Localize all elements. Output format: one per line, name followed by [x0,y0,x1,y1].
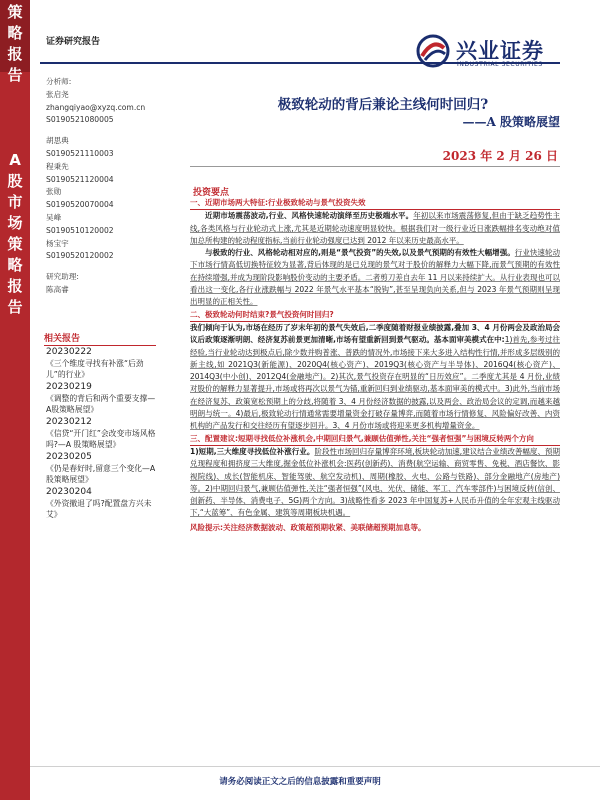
doc-type-label: 证券研究报告 [46,37,101,47]
paragraph-3-sublead: 基本面审美模式在中: [433,335,505,345]
related-report-title: 《外资撤退了吗?配置盘方兴未艾》 [46,499,152,519]
paragraph-2-lead: 与极致的行业、风格轮动相对应的,则是“景气投资”的失效,以及景气预期的有效性大幅增强。 [205,248,515,258]
related-report-item[interactable] [46,487,158,520]
logo-name-en: INDUSTRIAL SECURITIES [457,61,543,68]
analyst-email[interactable]: zhangqiyao@xyzq.com.cn [46,102,146,112]
paragraph-4-lead: 1)短期,三大维度寻找低位补涨行业。 [190,446,315,456]
related-report-item[interactable] [46,382,158,415]
paragraph-4-text: 阶段性市场回归存量博弈环境,板块轮动加速,建议结合业绩改善幅度、预期兑现程度和拥挤度三大维度,掘金低位补涨机会:医药(创新药)、消费(航空运输、商贸零售、免税、酒店餐饮、影视院线)、成长(智能机床、智能驾驶、航空发动机)、周期(橡胶、火电、公路与铁路)、部分金融地产(房地产)等。2)中期回归景气,兼顾估值弹性,关注“强者恒强”(风电、光伏、储能、军工、汽车零部件)与困境反转(信创、创新药、半导体、消费电子、5G)两个方向。3)战略性看多 2023 年中国复苏+人民币升值的全年宏观主线驱动下,“大蓝筹”、有色金属、建筑等周期板块机遇。 [190,446,560,518]
paragraph-3-text: 1)首先,参考过往经验,当行业轮动达到极点后,除少数并购普涨、普跌的情况外,市场接下来大多进入结构性行情,并形成多层级别的新主线,如 2021Q3(新能源)、2020Q4(核心资产)、2019Q3(核心资产与半导体)、2016Q4(核心资产)、2014Q3(中小创)、2012Q4(金融地产)。2)其次,景气投资存在明显的“日历效应”。二季度尤其是 4 月份,业绩对股价的解释力显著提升,市场或将再次以景气为锚,重新回归到业绩驱动,基本面审美的模式中。3)此外,当前市场在经济复苏、政策宽松预期上的分歧,将随着 3、4 月份经济数据的披露,以及两会、政治局会议的定调,而越来越明朗与统一。4)最后,极致轮动行情通常需要增量资金打破存量博弈,而随着市场行情修复、风险偏好改善、内资机构的产品发行和交往经历有望逐步回升。3、4 月份市场或将迎来更多机构增量资金。 [190,335,560,431]
report-body [190,197,560,745]
side-strip [0,0,30,800]
risk-warning: 风险提示:关注经济数据波动、政策超预期收紧、美联储超预期加息等。 [190,522,426,532]
related-report-title: 《信贷“开门红”会改变市场风格吗?—A 股策略展望》 [46,429,156,449]
analyst-name: 吴峰 [46,212,62,222]
related-report-item[interactable] [46,347,158,380]
related-report-date: 20230205 [46,452,92,462]
side-label-mid: A 股 市 场 策 略 报 告 [7,151,23,316]
paragraph-3-lead: 我们倾向于认为,市场在经历了岁末年初的景气失效后,二季度随着财报业绩披露,叠加 3、4 月份两会及政治局会议后政策逐渐明朗、经济复苏前景更加清晰,市场有望重新回到景气驱动。 [190,322,560,345]
analyst-name: 张启尧 [46,89,69,99]
side-label-top: 策 略 报 告 [7,3,23,84]
related-report-item[interactable] [46,417,158,450]
paragraph-1-text: 年初以来市场震荡修复,但由于缺乏趋势性主线,各类风格与行业轮动式上涨,尤其是近期轮动速度明显较快。根据我们对一级行业近日涨跌幅排名变动绝对值加总所构建的轮动程度指标,当前行业轮动强度已达到 2012 年以来历史最高水平。 [190,211,560,245]
title-divider [190,166,560,167]
related-report-title: 《三个维度寻找有补涨“后劲儿”的行业》 [46,359,144,379]
assistant-name: 陈高睿 [46,284,69,294]
related-report-date: 20230204 [46,487,92,497]
analyst-name: 程秉先 [46,161,69,171]
analyst-name: 胡思典 [46,136,69,146]
analyst-name: 杨宝宇 [46,238,69,248]
related-report-date: 20230212 [46,417,92,427]
analyst-cert: S0190521120004 [46,174,114,184]
paragraph-2-text: 行业快速轮动下市场行情高低切换特征较为显著,背后体现的是已兑现的景气对于股价的解释力大幅下降,而景气预期的有效性在持续增强,并成为现阶段影响股价变动的主要矛盾。二者剪刀差自去年 11 月以来持续扩大。从行业表现也可以看出这一变化,各行业涨跌幅与 2022 年景气水平基本“脱钩”,甚至呈现负向关系,但与 2023 年景气预期则呈现出明显的正相关性。 [190,248,560,307]
related-report-title: 《调整的背后和两个重要支撑—A股策略展望》 [46,394,156,414]
company-logo [416,30,556,76]
section-heading-3: 三、配置建议:短期寻找低位补涨机会,中期回归景气,兼顾估值弹性,关注“强者恒强”与困境反转两个方向 [190,433,560,446]
report-title: 极致轮动的背后兼论主线何时回归? [277,97,489,113]
analyst-cert: S0190521110003 [46,148,114,158]
related-reports-list [46,346,158,522]
related-report-item[interactable] [46,452,158,485]
analyst-cert: S0190520070004 [46,200,114,210]
analyst-cert: S0190521080005 [46,115,114,125]
report-subtitle: ——A 股策略展望 [462,115,560,129]
related-report-date: 20230222 [46,347,92,357]
footer-divider [30,766,600,767]
paragraph-2 [190,247,560,308]
assistant-label: 研究助理: [46,272,79,282]
analyst-cert: S0190520120002 [46,251,114,261]
related-report-date: 20230219 [46,382,92,392]
analyst-name: 张勋 [46,187,62,197]
footer-disclaimer: 请务必阅读正文之后的信息披露和重要声明 [219,777,381,787]
header-divider [40,62,560,64]
analyst-cert: S0190510120002 [46,225,114,235]
paragraph-1-lead: 近期市场震荡波动,行业、风格快速轮动演绎至历史极端水平。 [205,211,414,221]
related-report-title: 《仍是春好时,留意三个变化—A 股策略展望》 [46,464,156,484]
section-label: 投资要点 [193,188,230,198]
analyst-info [46,76,156,297]
section-heading-2: 二、极致轮动何时结束?景气投资何时回归? [190,309,560,322]
report-date: 2023 年 2 月 26 日 [442,149,558,163]
logo-name-cn: 兴业证券 [456,39,544,63]
related-reports-heading: 相关报告 [44,331,156,346]
paragraph-1 [190,210,560,247]
analyst-label: 分析师: [46,77,72,86]
paragraph-4 [190,446,560,520]
section-heading-1: 一、近期市场两大特征:行业极致轮动与景气投资失效 [190,197,560,210]
paragraph-3 [190,322,560,433]
